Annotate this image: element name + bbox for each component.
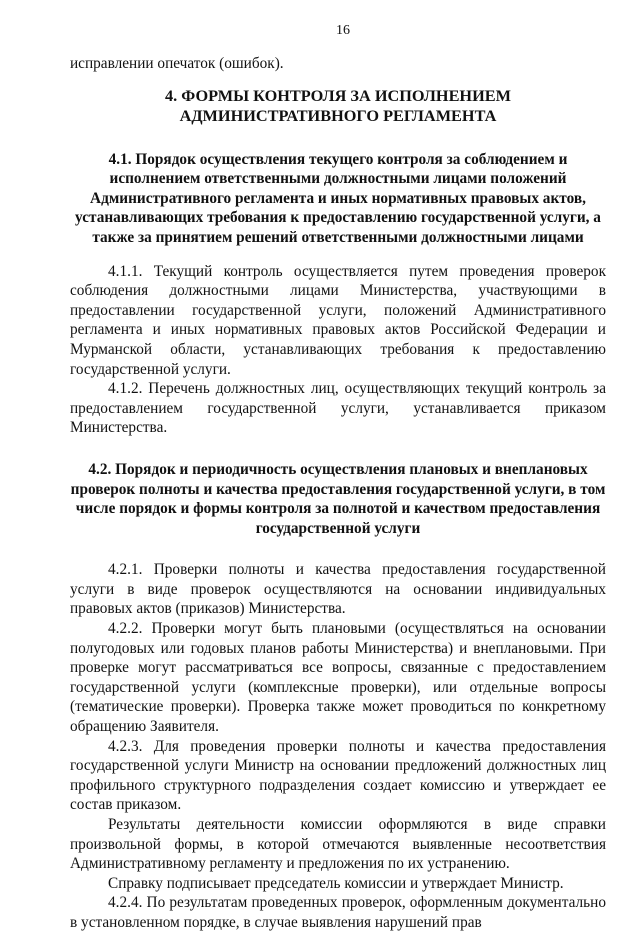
paragraph-4-2-4: 4.2.4. По результатам проведенных проверок, оформленным документально в установленном порядке, в случае выявления нарушений прав	[70, 894, 606, 931]
paragraph-4-2-1: 4.2.1. Проверки полноты и качества предоставления государственной услуги в виде проверок осуществляются на основании индивидуальных правовых актов (приказов) Министерства.	[70, 561, 606, 618]
section-title-line-1: 4. ФОРМЫ КОНТРОЛЯ ЗА ИСПОЛНЕНИЕМ	[164, 85, 511, 105]
lead-text: исправлении опечаток (ошибок).	[70, 55, 284, 72]
subsection-4-1-body	[70, 262, 606, 438]
paragraph-4-2-3: 4.2.3. Для проведения проверки полноты и качества предоставления государственной услуги Министр на основании предложений должностных лиц профильного структурного подразделения создает комиссию и утверждает ее состав приказом.	[70, 737, 606, 814]
subsection-4-2-body	[70, 560, 606, 932]
subsection-4-2-title: 4.2. Порядок и периодичность осуществления плановых и внеплановых проверок полноты и качества предоставления государственной услуги, в том числе порядок и формы контроля за полнотой и качеством предоставления государственной услуги	[70, 460, 606, 537]
paragraph-commission-results: Результаты деятельности комиссии оформляются в виде справки произвольной формы, в которой отмечаются выявленные несоответствия Административному регламенту и предложения по их устранению.	[70, 816, 606, 873]
paragraph-4-2-2: 4.2.2. Проверки могут быть плановыми (осуществляться на основании полугодовых или годовых планов работы Министерства) и внеплановыми. При проверке могут рассматриваться все вопросы, связанные с предоставлением государственной услуги (комплексные проверки), или отдельные вопросы (тематические проверки). Проверка также может проводиться по конкретному обращению Заявителя.	[70, 620, 606, 736]
paragraph-4-1-2: 4.1.2. Перечень должностных лиц, осуществляющих текущий контроль за предоставлением государственной услуги, устанавливается приказом Министерства.	[70, 380, 606, 437]
section-title	[70, 86, 606, 126]
paragraph-certificate-signing: Справку подписывает председатель комиссии и утверждает Министр.	[108, 874, 564, 892]
paragraph-4-1-1: 4.1.1. Текущий контроль осуществляется путем проведения проверок соблюдения должностными лицами Министерства, участвующими в предоставлении государственной услуги, положений Административного регламента и иных нормативных правовых актов Российской Федерации и Мурманской области, устанавливающих требования к предоставлению государственной услуги.	[70, 262, 606, 378]
section-title-line-2: АДМИНИСТРАТИВНОГО РЕГЛАМЕНТА	[179, 105, 497, 125]
page-number: 16	[336, 23, 350, 38]
subsection-4-1-title: 4.1. Порядок осуществления текущего контроля за соблюдением и исполнением ответственными должностными лицами положений Административного регламента и иных нормативных правовых актов, устанавливающих требования к предоставлению государственной услуги, а также за принятием решений ответственными должностными лицами	[75, 150, 601, 246]
